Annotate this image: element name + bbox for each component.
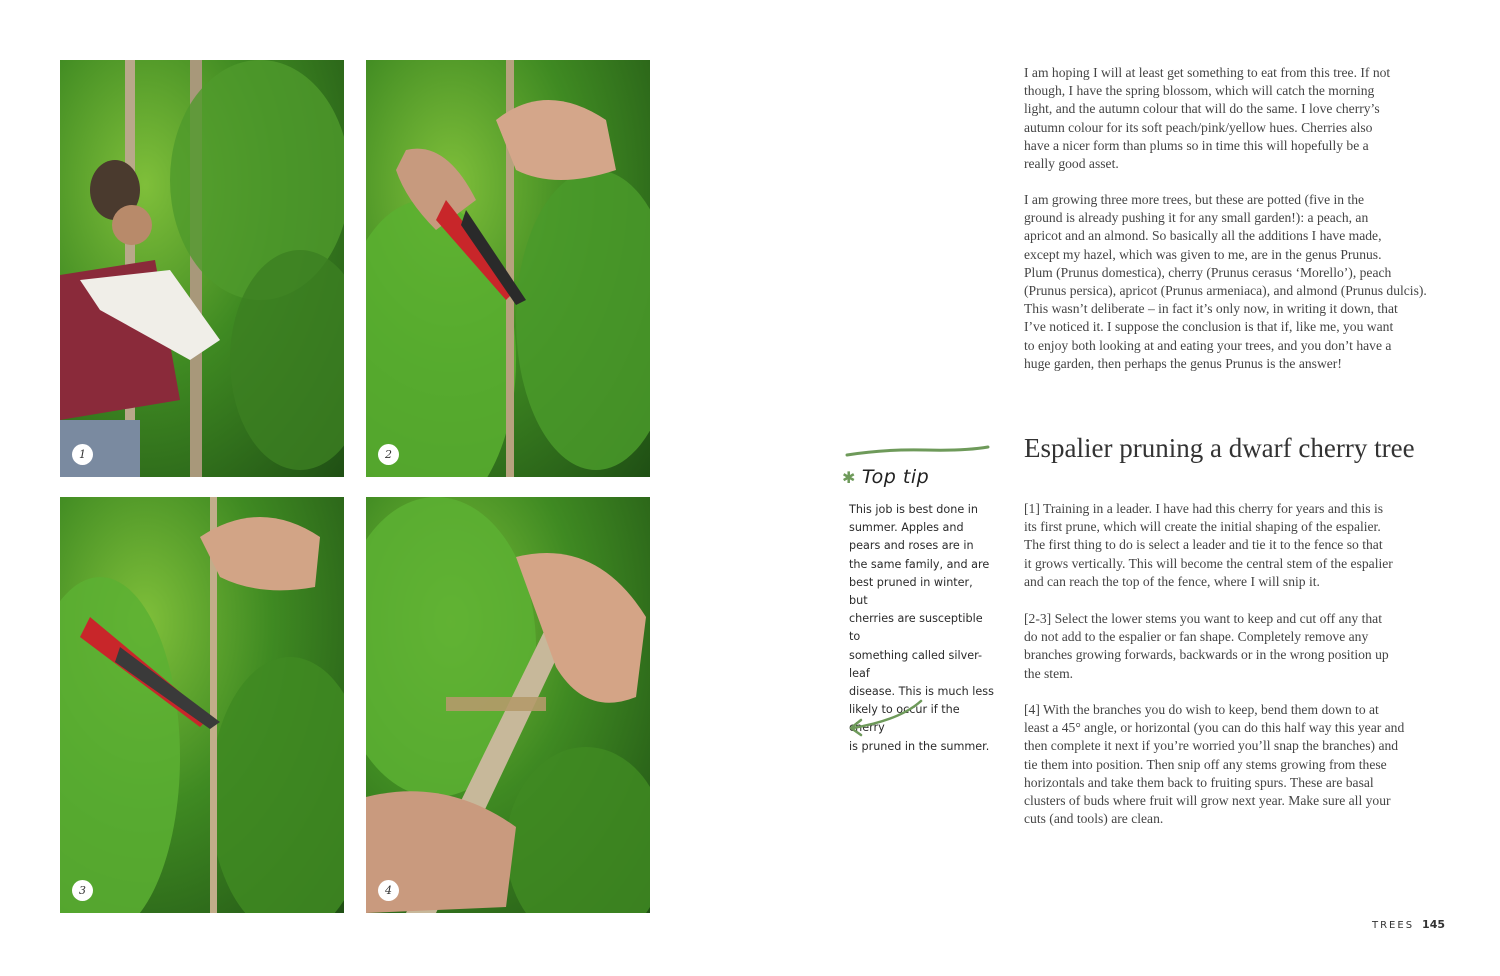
step-4-text: [4] With the branches you do wish to keep, bend them down to at least a 45° angle, or horizontal (you can do this half way this year and then complete it next if you’re worried you’ll snap the branches) and tie them into position. Then snip off any stems growing from these horizontals and take them back to fruiting spurs. These are basal clusters of buds where fruit will grow next year. Make sure all your cuts (and tools) are clean. — [1024, 702, 1405, 827]
section-name: TREES — [1372, 920, 1415, 931]
photo-number-badge: 3 — [72, 880, 93, 901]
step-1-text: [1] Training in a leader. I have had this cherry for years and this is its first prune, which will create the initial shaping of the espalier. The first thing to do is select a leader and tie it to the fence so that it grows vertically. This will become the central stem of the espalier and can reach the top of the fence, where I will snip it. — [1024, 501, 1393, 589]
top-tip-body: This job is best done in summer. Apples and pears and roses are in the same family, and are best pruned in winter, but cherries are susceptible to something called silver-leaf disease. This is much less likely to occur if the cherry is pruned in the summer. — [849, 503, 994, 753]
step-2-3-text: [2-3] Select the lower stems you want to keep and cut off any that do not add to the espalier or fan shape. Completely remove any branches growing forwards, backwards or in the wrong position up the stem. — [1024, 611, 1389, 681]
paragraph-cherry-blossom: I am hoping I will at least get something to eat from this tree. If not though, I have the spring blossom, which will catch the morning light, and the autumn colour that will do the same. I love cherry’s autumn colour for its soft peach/pink/yellow hues. Cherries also have a nicer form than plums so in time this will hopefully be a really good asset. — [1024, 65, 1391, 172]
paragraph-prunus-trees: I am growing three more trees, but these are potted (five in the ground is already pushing it for any small garden!): a peach, an apricot and an almond. So basically all the additions I have made, except my hazel, which was given to me, are in the genus Prunus. Plum (Prunus domestica), cherry (Prunus cerasus ‘Morello’), peach (Prunus persica), apricot (Prunus armeniaca), and almond (Prunus dulcis). This wasn’t deliberate – in fact it’s only now, in writing it down, that I’ve noticed it. I suppose the conclusion is that if, like me, you want to enjoy both looking at and eating your trees, and you don’t have a huge garden, then perhaps the genus Prunus is the answer! — [1024, 192, 1427, 371]
section-heading: Espalier pruning a dwarf cherry tree — [1024, 433, 1415, 463]
photo-secateurs-cutting — [366, 60, 650, 477]
brush-stroke-icon — [845, 443, 990, 461]
photo-number-badge: 2 — [378, 444, 399, 465]
photo-pruning-stem — [60, 497, 344, 913]
page-footer — [1372, 918, 1445, 931]
top-tip-label: Top tip — [861, 466, 930, 488]
photo-number-badge: 4 — [378, 880, 399, 901]
photo-number-badge: 1 — [72, 444, 93, 465]
top-tip-title — [842, 466, 929, 488]
page-number: 145 — [1422, 918, 1446, 931]
asterisk-icon: ✱ — [842, 468, 856, 487]
curved-arrow-icon — [845, 698, 925, 738]
photo-gardener-at-fence — [60, 60, 344, 477]
photo-tying-branch — [366, 497, 650, 913]
